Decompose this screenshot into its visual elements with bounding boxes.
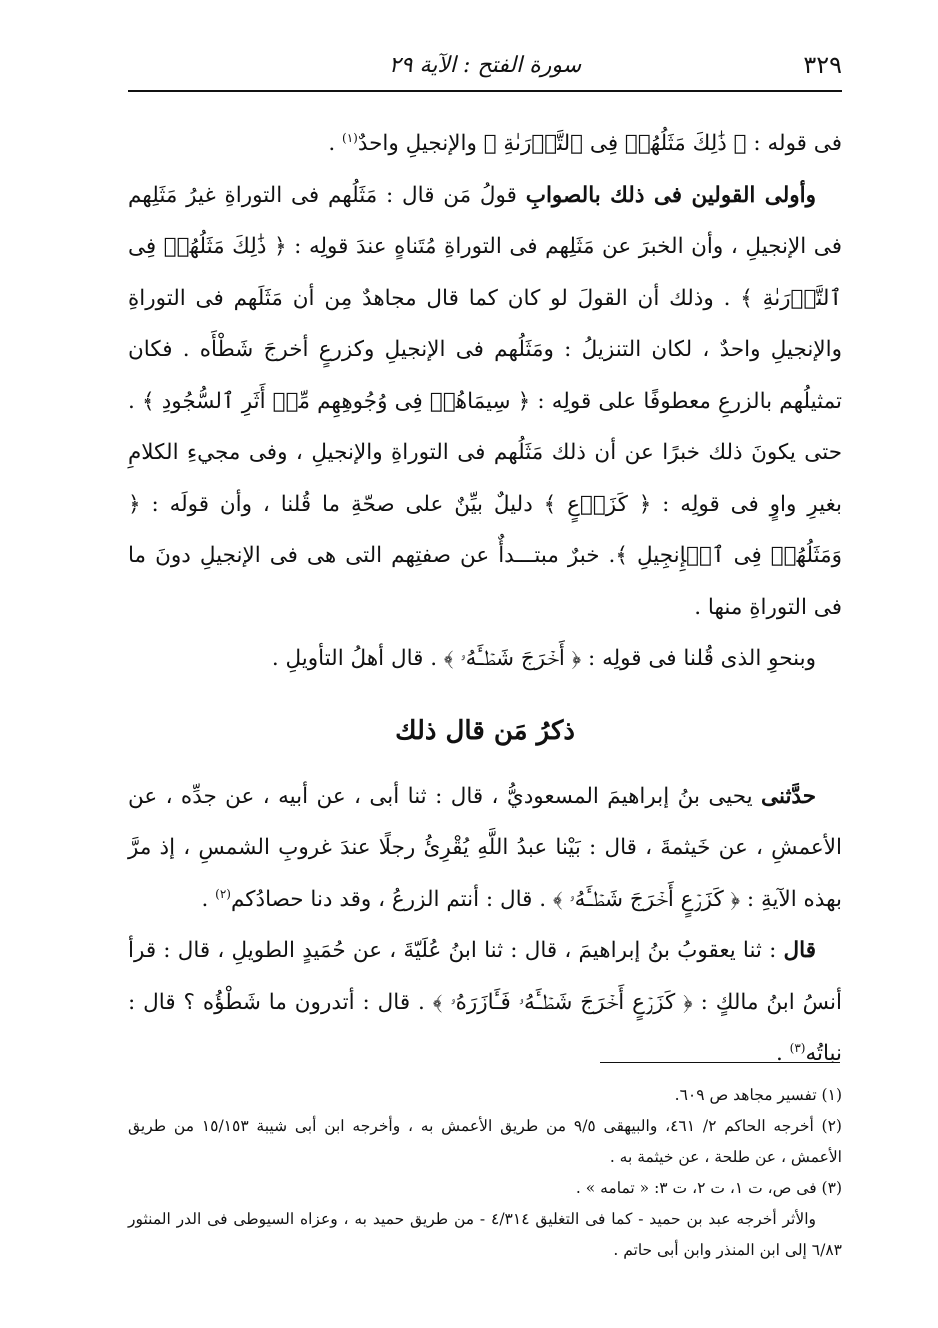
paragraph-5-lead: قال — [783, 938, 816, 963]
footnote-3-continued: والأثر أخرجه عبد بن حميد - كما فى التغليق ٤/٣١٤ - من طريق حميد به ، وعزاه السيوطى فى الدر المنثور ٦/٨٣ إلى ابن المنذر وابن أبى حاتم . — [128, 1210, 842, 1259]
paragraph-4-lead: حدَّثنى — [761, 783, 816, 809]
footnote-divider — [600, 1062, 840, 1063]
footnote-3: (٣) فى ص، ت ١، ت ٢، ت ٣: « تمامه » . — [575, 1179, 842, 1197]
paragraph-2-lead: وأولى القولين فى ذلك بالصوابِ — [525, 182, 816, 208]
footnote-ref-2: (٢) — [215, 886, 231, 901]
page-number: ٣٢٩ — [803, 51, 842, 79]
main-text — [128, 118, 842, 1080]
paragraph-1: فى قوله : ﴿ ذَٰلِكَ مَثَلُهُمۡ فِى ٱلتَّوۡرَىٰةِ ﴾ والإنجيلِ واحدٌ$^{(١)}$ . — [328, 130, 842, 156]
running-title: سورة الفتح : الآية ٢٩ — [388, 52, 582, 78]
running-header — [128, 40, 842, 92]
footnote-1: (١) تفسير مجاهد ص ٦٠٩. — [674, 1086, 842, 1104]
section-title: ذكرُ مَن قال ذلك — [395, 715, 575, 746]
footnote-ref-3: (٣) — [789, 1040, 806, 1055]
footnotes — [128, 1080, 842, 1266]
paragraph-5: قال : ثنا يعقوبُ بنُ إبراهيمَ ، قال : ثنا ابنُ عُلَيّةَ ، عن حُمَيدٍ الطويلِ ، قال : قرأ أنسُ ابنُ مالكٍ : ﴿ كَزَرۡعٍ أَخۡرَجَ شَطۡـَٔهُۥ فَـَٔازَرَهُۥ ﴾ . قال : أتدرون ما شَطْؤُه ؟ قال : نباتُه$^{(٣)}$ . — [128, 938, 842, 1066]
footnote-ref-1: (١) — [342, 130, 358, 145]
paragraph-2: وأولى القولين فى ذلك بالصوابِ قولُ مَن قال : مَثَلُهم فى التوراةِ غيرُ مَثَلِهم فى الإنجيلِ ، وأن الخبرَ عن مَثَلِهم فى التوراةِ مُتَناهٍ عندَ قولِه : ﴿ ذَٰلِكَ مَثَلُهُمۡ فِى ٱلتَّوۡرَىٰةِ ﴾ . وذلك أن القولَ لو كان كما قال مجاهدٌ مِن أن مَثَلَهم فى التوراةِ والإنجيلِ واحدٌ ، لكان التنزيلُ : ومَثَلُهم فى الإنجيلِ وكزرعٍ أخرجَ شَطْأَه . فكان تمثيلُهم بالزرعِ معطوفًا على قولِه : ﴿ سِيمَاهُمۡ فِى وُجُوهِهِم مِّنۡ أَثَرِ ٱلسُّجُودِ ﴾ . حتى يكونَ ذلك خبرًا عن أن ذلك مَثَلُهم فى التوراةِ والإنجيلِ ، وفى مجيءِ الكلامِ بغيرِ واوٍ فى قولِه : ﴿ كَزَرۡعٍ ﴾ دليلٌ بيِّنٌ على صحّةِ ما قُلنا ، وأن قولَه : ﴿ وَمَثَلُهُمۡ فِى ٱلۡإِنجِيلِ ﴾. خبرٌ مبتـــدأٌ عن صفتِهم التى هى فى الإنجيلِ دونَ ما فى التوراةِ منها . — [128, 182, 842, 620]
paragraph-4: حدَّثنى يحيى بنُ إبراهيمَ المسعوديُّ ، قال : ثنا أبى ، عن أبيه ، عن جدِّه ، عن الأعمشِ ، عن خَيثمةَ ، قال : بَيْنا عبدُ اللَّهِ يُقْرِئُ رجلًا عندَ غروبِ الشمسِ ، إذ مرَّ بهذه الآيةِ : ﴿ كَزَرۡعٍ أَخۡرَجَ شَطۡـَٔهُۥ ﴾ . قال : أنتم الزرعُ ، وقد دنا حصادُكم$^{(٢)}$ . — [128, 783, 842, 912]
footnote-2: (٢) أخرجه الحاكم ٢/ ٤٦١، والبيهقى ٩/٥ من طريق الأعمش به ، وأخرجه ابن أبى شيبة ١٥/١٥٣ من طريق الأعمش ، عن طلحة ، عن خيثمة به . — [128, 1117, 842, 1166]
paragraph-3: وبنحوِ الذى قُلنا فى قولِه : ﴿ أَخۡرَجَ شَطۡـَٔهُۥ ﴾ . قال أهلُ التأويلِ . — [271, 646, 816, 671]
